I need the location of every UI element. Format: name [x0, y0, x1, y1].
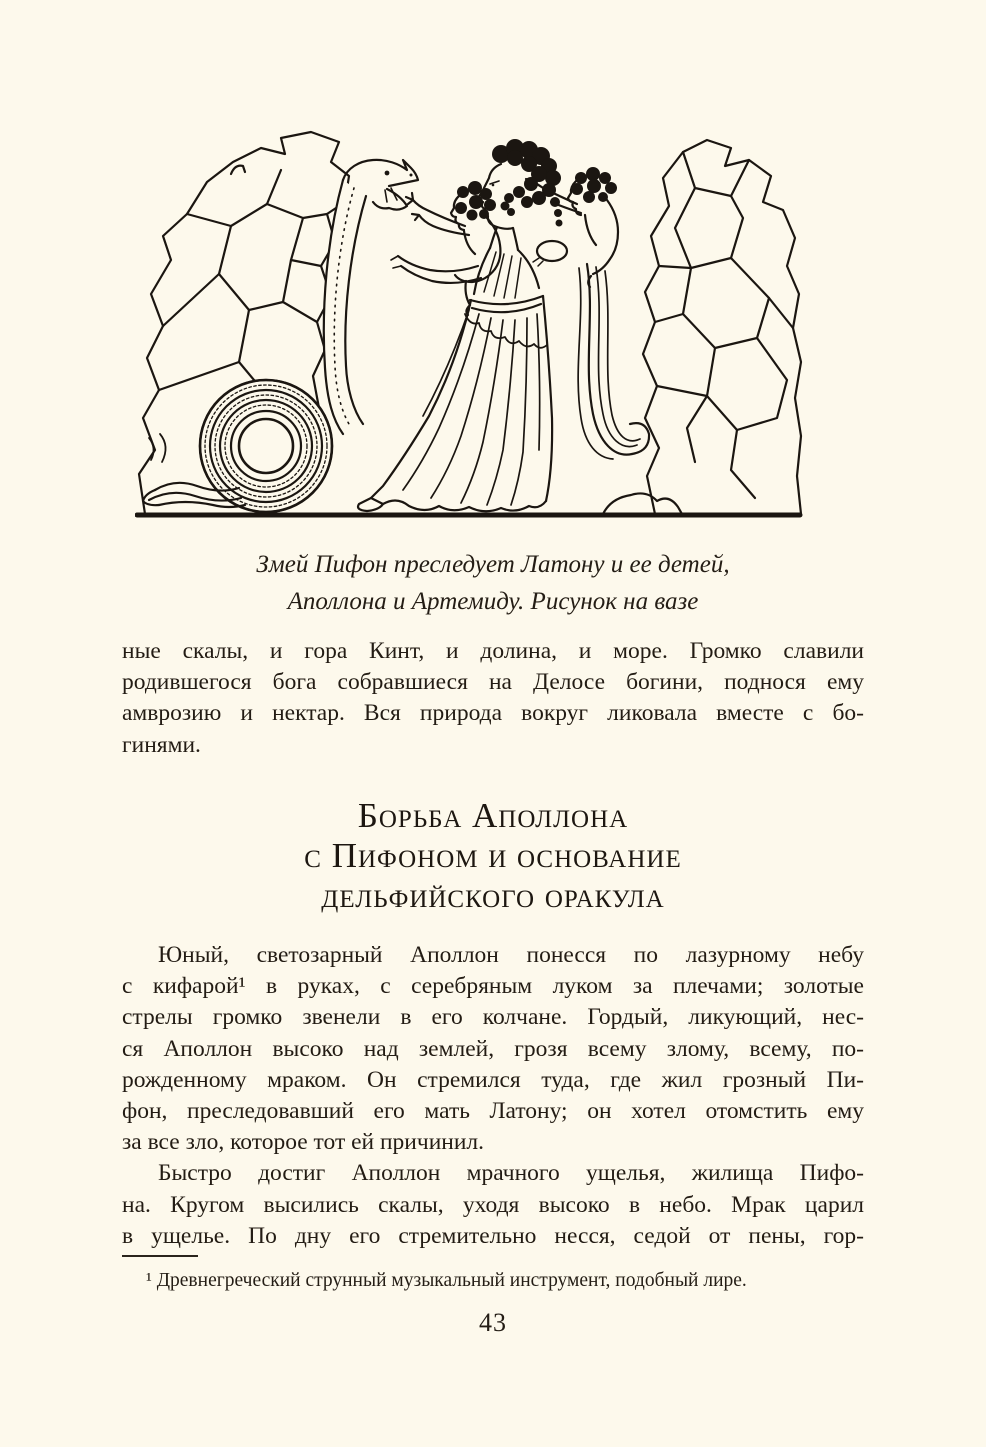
footnote-text: ¹ Древнегреческий струнный музыкальный инструмент, подобный лире. [146, 1270, 747, 1291]
paragraph [122, 636, 864, 761]
vase-illustration [135, 118, 803, 518]
text-line: ные скалы, и гора Кинт, и долина, и море. Громко славили [122, 638, 864, 664]
text-line: фон, преследовавший его мать Латону; он хотел отомстить ему [122, 1098, 864, 1125]
text-line: гинями. [122, 731, 201, 758]
text-line: на. Кругом высились скалы, уходя высоко в небо. Мрак царил [122, 1191, 864, 1218]
caption-line: Аполлона и Артемиду. Рисунок на вазе [287, 588, 699, 615]
paragraph [122, 940, 864, 1252]
chapter-heading [122, 796, 864, 916]
text-line: Юный, светозарный Аполлон понесся по лазурному небу [158, 942, 864, 968]
vase-drawing-svg [135, 118, 803, 518]
heading-line: Борьба Аполлона [357, 796, 629, 835]
footnote-divider [122, 1255, 198, 1257]
text-line: в ущелье. По дну его стремительно несся, седой от пены, гор- [122, 1222, 864, 1249]
text-line: ся Аполлон высоко над землей, грозя всему злому, всему, по- [122, 1035, 864, 1062]
text-line: амврозию и нектар. Вся природа вокруг ликовала вместе с бо- [122, 700, 864, 727]
caption-line: Змей Пифон преследует Латону и ее детей, [256, 551, 730, 578]
text-line: за все зло, которое тот ей причинил. [122, 1129, 485, 1156]
heading-line: дельфийского оракула [321, 876, 665, 915]
text-line: родившегося бога собравшиеся на Делосе богини, поднося ему [122, 669, 864, 696]
text-line: стрелы громко звенели в его колчане. Гордый, ликующий, нес- [122, 1004, 864, 1031]
heading-line: с Пифоном и основание [304, 836, 682, 875]
text-line: Быстро достиг Аполлон мрачного ущелья, жилища Пифо- [158, 1160, 864, 1187]
text-line: с кифарой¹ в руках, с серебряным луком за плечами; золотые [122, 973, 864, 1000]
illustration-caption [122, 546, 864, 620]
text-line: рожденному мраком. Он стремился туда, где жил грозный Пи- [122, 1066, 864, 1093]
page-number: 43 [479, 1308, 507, 1337]
